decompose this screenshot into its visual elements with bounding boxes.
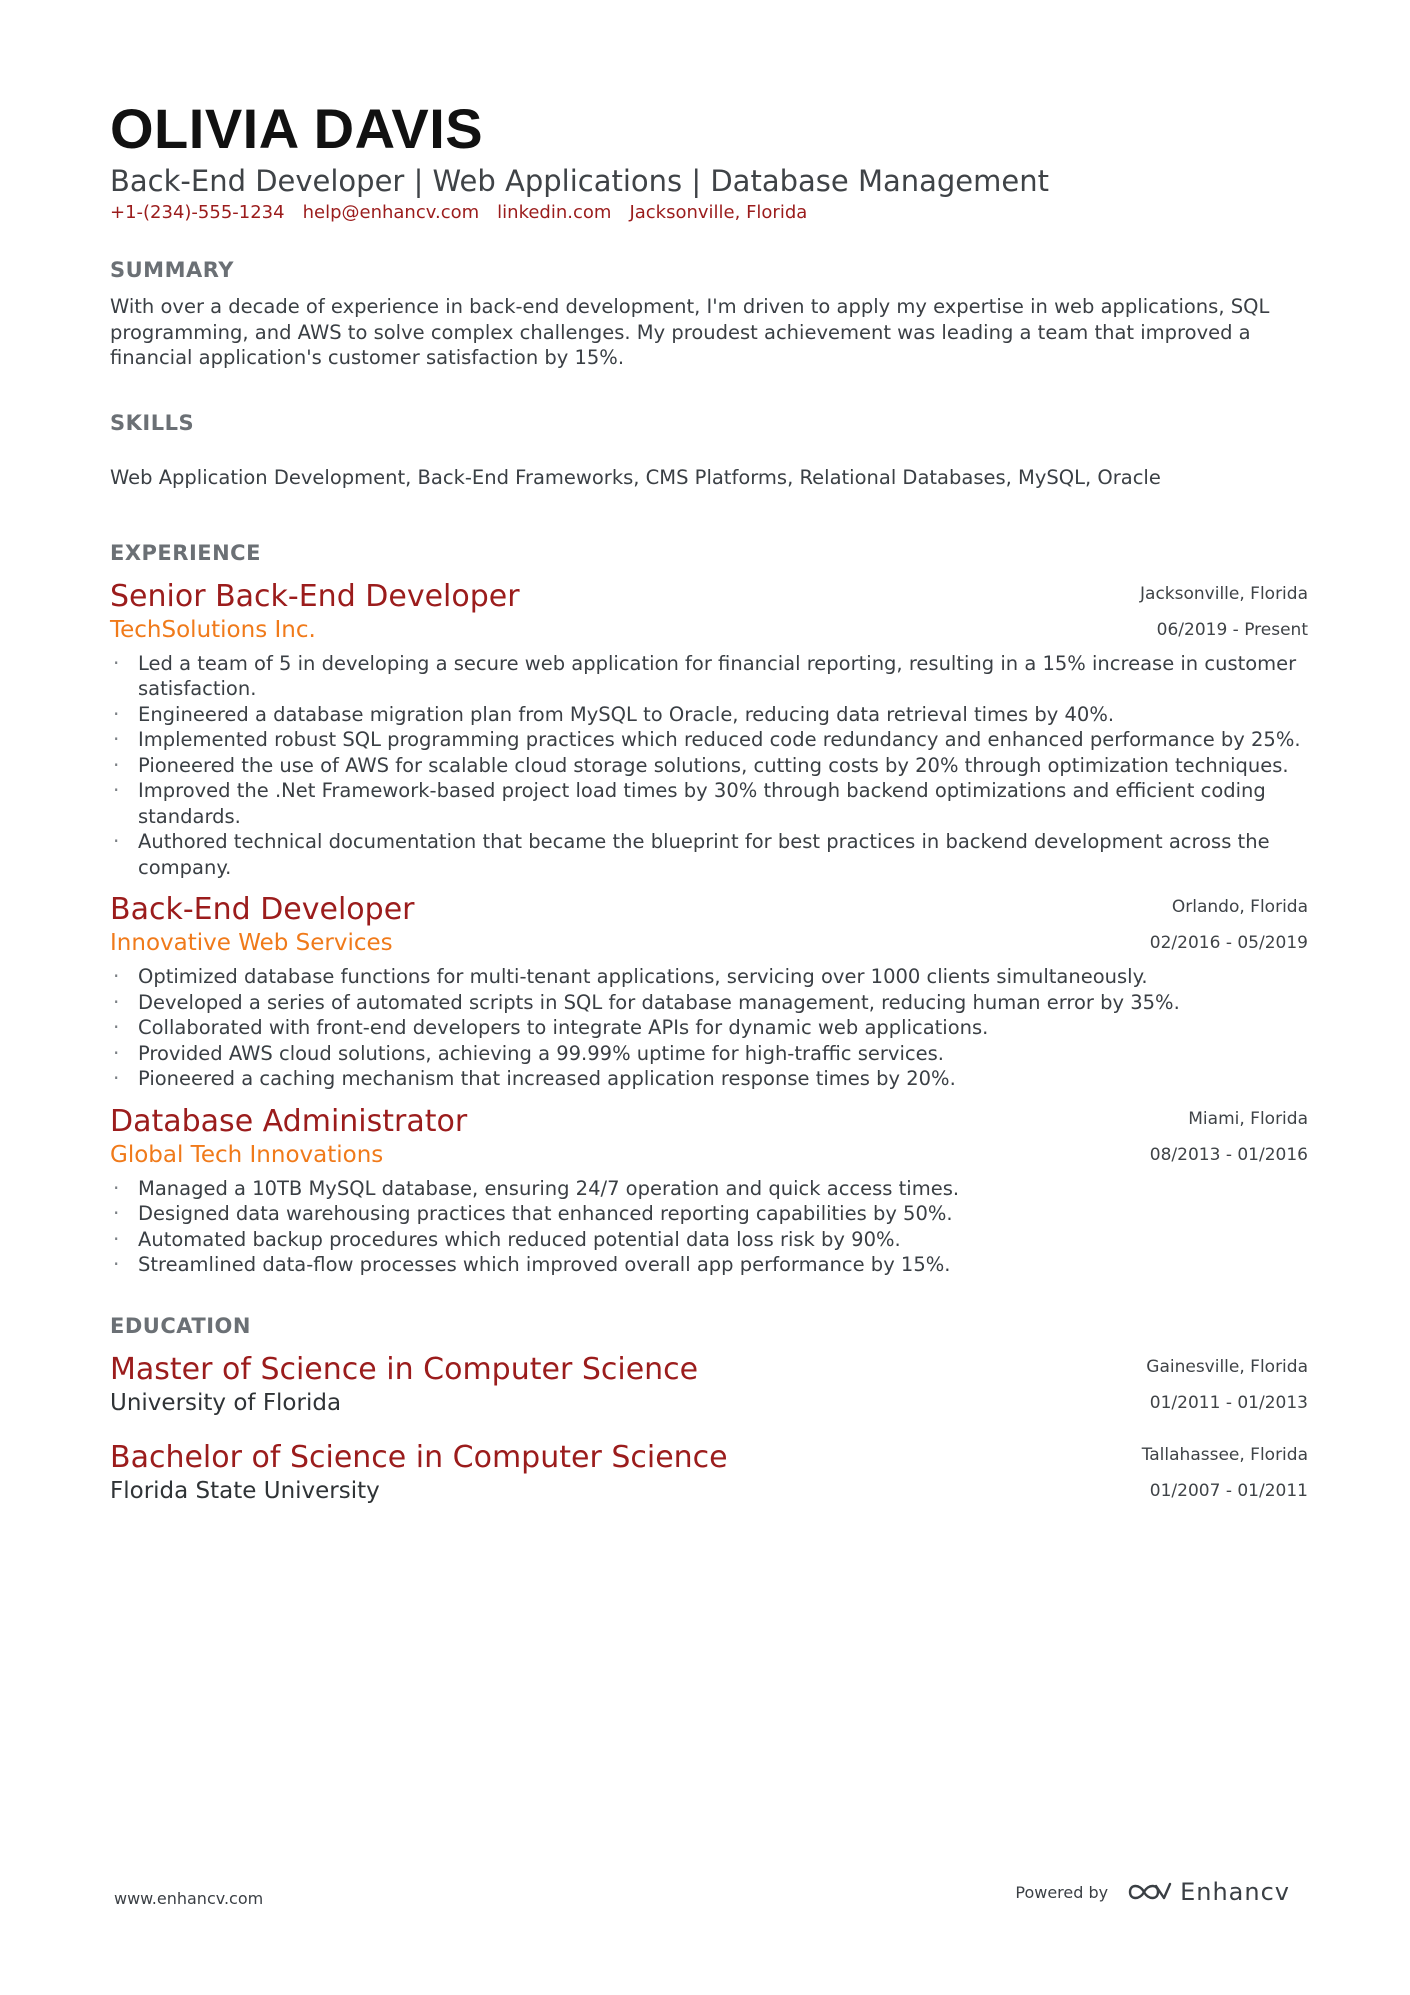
job-title: Senior Back-End Developer	[110, 578, 520, 614]
list-item: · Collaborated with front-end developers to integrate APIs for dynamic web applications.	[110, 1015, 1308, 1041]
school-name: University of Florida	[110, 1389, 342, 1416]
brand-name: Enhancv	[1180, 1878, 1290, 1906]
list-item: · Pioneered the use of AWS for scalable cloud storage solutions, cutting costs by 20% through optimization techniques.	[110, 753, 1308, 779]
school-dates: 01/2011 - 01/2013	[1149, 1392, 1308, 1413]
headline: Back-End Developer | Web Applications | Database Management	[110, 164, 1049, 198]
school-location: Tallahassee, Florida	[1141, 1444, 1308, 1465]
powered-by-label: Powered by	[1015, 1882, 1109, 1902]
job-dates: 08/2013 - 01/2016	[1149, 1144, 1308, 1165]
list-item: · Streamlined data-flow processes which improved overall app performance by 15%.	[110, 1252, 1308, 1278]
degree-title: Master of Science in Computer Science	[110, 1351, 699, 1387]
email-link[interactable]: help@enhancv.com	[302, 202, 480, 223]
list-item: · Provided AWS cloud solutions, achieving a 99.99% uptime for high-traffic services.	[110, 1041, 1308, 1067]
education-heading: EDUCATION	[110, 1313, 251, 1338]
list-item: · Implemented robust SQL programming practices which reduced code redundancy and enhanced performance by 25%.	[110, 727, 1308, 753]
company-name: Innovative Web Services	[110, 930, 393, 956]
location: Jacksonville, Florida	[629, 202, 808, 223]
school-name: Florida State University	[110, 1477, 380, 1504]
summary-text: With over a decade of experience in back-end development, I'm driven to apply my expertise in web applications, SQL programming, and AWS to solve complex challenges. My proudest achievement was leading a team that improved a financial application's customer satisfaction by 15%.	[110, 295, 1270, 369]
phone[interactable]: +1-(234)-555-1234	[110, 202, 285, 223]
education-entry	[110, 1440, 1308, 1516]
entry-meta	[1150, 892, 1308, 964]
list-item: · Designed data warehousing practices that enhanced reporting capabilities by 50%.	[110, 1201, 1308, 1227]
entry-meta	[1140, 579, 1308, 651]
job-title: Database Administrator	[110, 1103, 468, 1139]
entry-meta	[1146, 1352, 1308, 1424]
brand-logo[interactable]	[1126, 1878, 1290, 1906]
achievement-list	[110, 964, 1308, 1092]
job-dates: 06/2019 - Present	[1156, 619, 1308, 640]
list-item: · Optimized database functions for multi-tenant applications, servicing over 1000 clients simultaneously.	[110, 964, 1308, 990]
list-item: · Automated backup procedures which reduced potential data loss risk by 90%.	[110, 1227, 1308, 1253]
company-name: Global Tech Innovations	[110, 1141, 384, 1168]
experience-entry	[110, 892, 1308, 1092]
experience-entry	[110, 1104, 1308, 1278]
list-item: · Pioneered a caching mechanism that increased application response times by 20%.	[110, 1066, 1308, 1092]
entry-header	[110, 579, 1308, 645]
footer-branding	[1015, 1878, 1290, 1906]
achievement-list	[110, 651, 1308, 881]
job-location: Orlando, Florida	[1171, 897, 1308, 917]
skills-text: Web Application Development, Back-End Frameworks, CMS Platforms, Relational Databases, MySQL, Oracle	[110, 465, 1161, 489]
entry-header	[110, 1104, 1308, 1170]
list-item: · Authored technical documentation that became the blueprint for best practices in backend development across the company.	[110, 829, 1308, 880]
list-item: · Improved the .Net Framework-based project load times by 30% through backend optimizations and efficient coding standards.	[110, 778, 1308, 829]
job-dates: 02/2016 - 05/2019	[1149, 933, 1308, 953]
experience-entry	[110, 579, 1308, 881]
list-item: · Engineered a database migration plan from MySQL to Oracle, reducing data retrieval times by 40%.	[110, 702, 1308, 728]
list-item: · Developed a series of automated scripts in SQL for database management, reducing human error by 35%.	[110, 990, 1308, 1016]
education-entry	[110, 1352, 1308, 1428]
achievement-list	[110, 1176, 1308, 1278]
enhancv-logo-icon	[1126, 1880, 1172, 1904]
footer-website[interactable]: www.enhancv.com	[114, 1889, 264, 1908]
school-location: Gainesville, Florida	[1146, 1356, 1308, 1377]
school-dates: 01/2007 - 01/2011	[1149, 1480, 1308, 1501]
entry-header	[110, 892, 1308, 958]
summary-heading: SUMMARY	[110, 258, 234, 282]
entry-meta	[1150, 1104, 1308, 1176]
job-title: Back-End Developer	[110, 892, 415, 927]
contact-bar	[110, 200, 1308, 226]
list-item: · Managed a 10TB MySQL database, ensuring 24/7 operation and quick access times.	[110, 1176, 1308, 1202]
job-location: Miami, Florida	[1188, 1108, 1308, 1129]
experience-heading: EXPERIENCE	[110, 540, 261, 565]
list-item: · Led a team of 5 in developing a secure web application for financial reporting, resulting in a 15% increase in customer satisfaction.	[110, 651, 1308, 702]
company-name: TechSolutions Inc.	[110, 616, 316, 643]
degree-title: Bachelor of Science in Computer Science	[110, 1439, 728, 1475]
candidate-name: OLIVIA DAVIS	[110, 97, 484, 160]
resume-page	[110, 96, 1308, 1516]
entry-meta	[1142, 1440, 1308, 1512]
skills-heading: SKILLS	[110, 410, 195, 435]
linkedin-link[interactable]: linkedin.com	[497, 202, 612, 223]
job-location: Jacksonville, Florida	[1140, 583, 1308, 604]
